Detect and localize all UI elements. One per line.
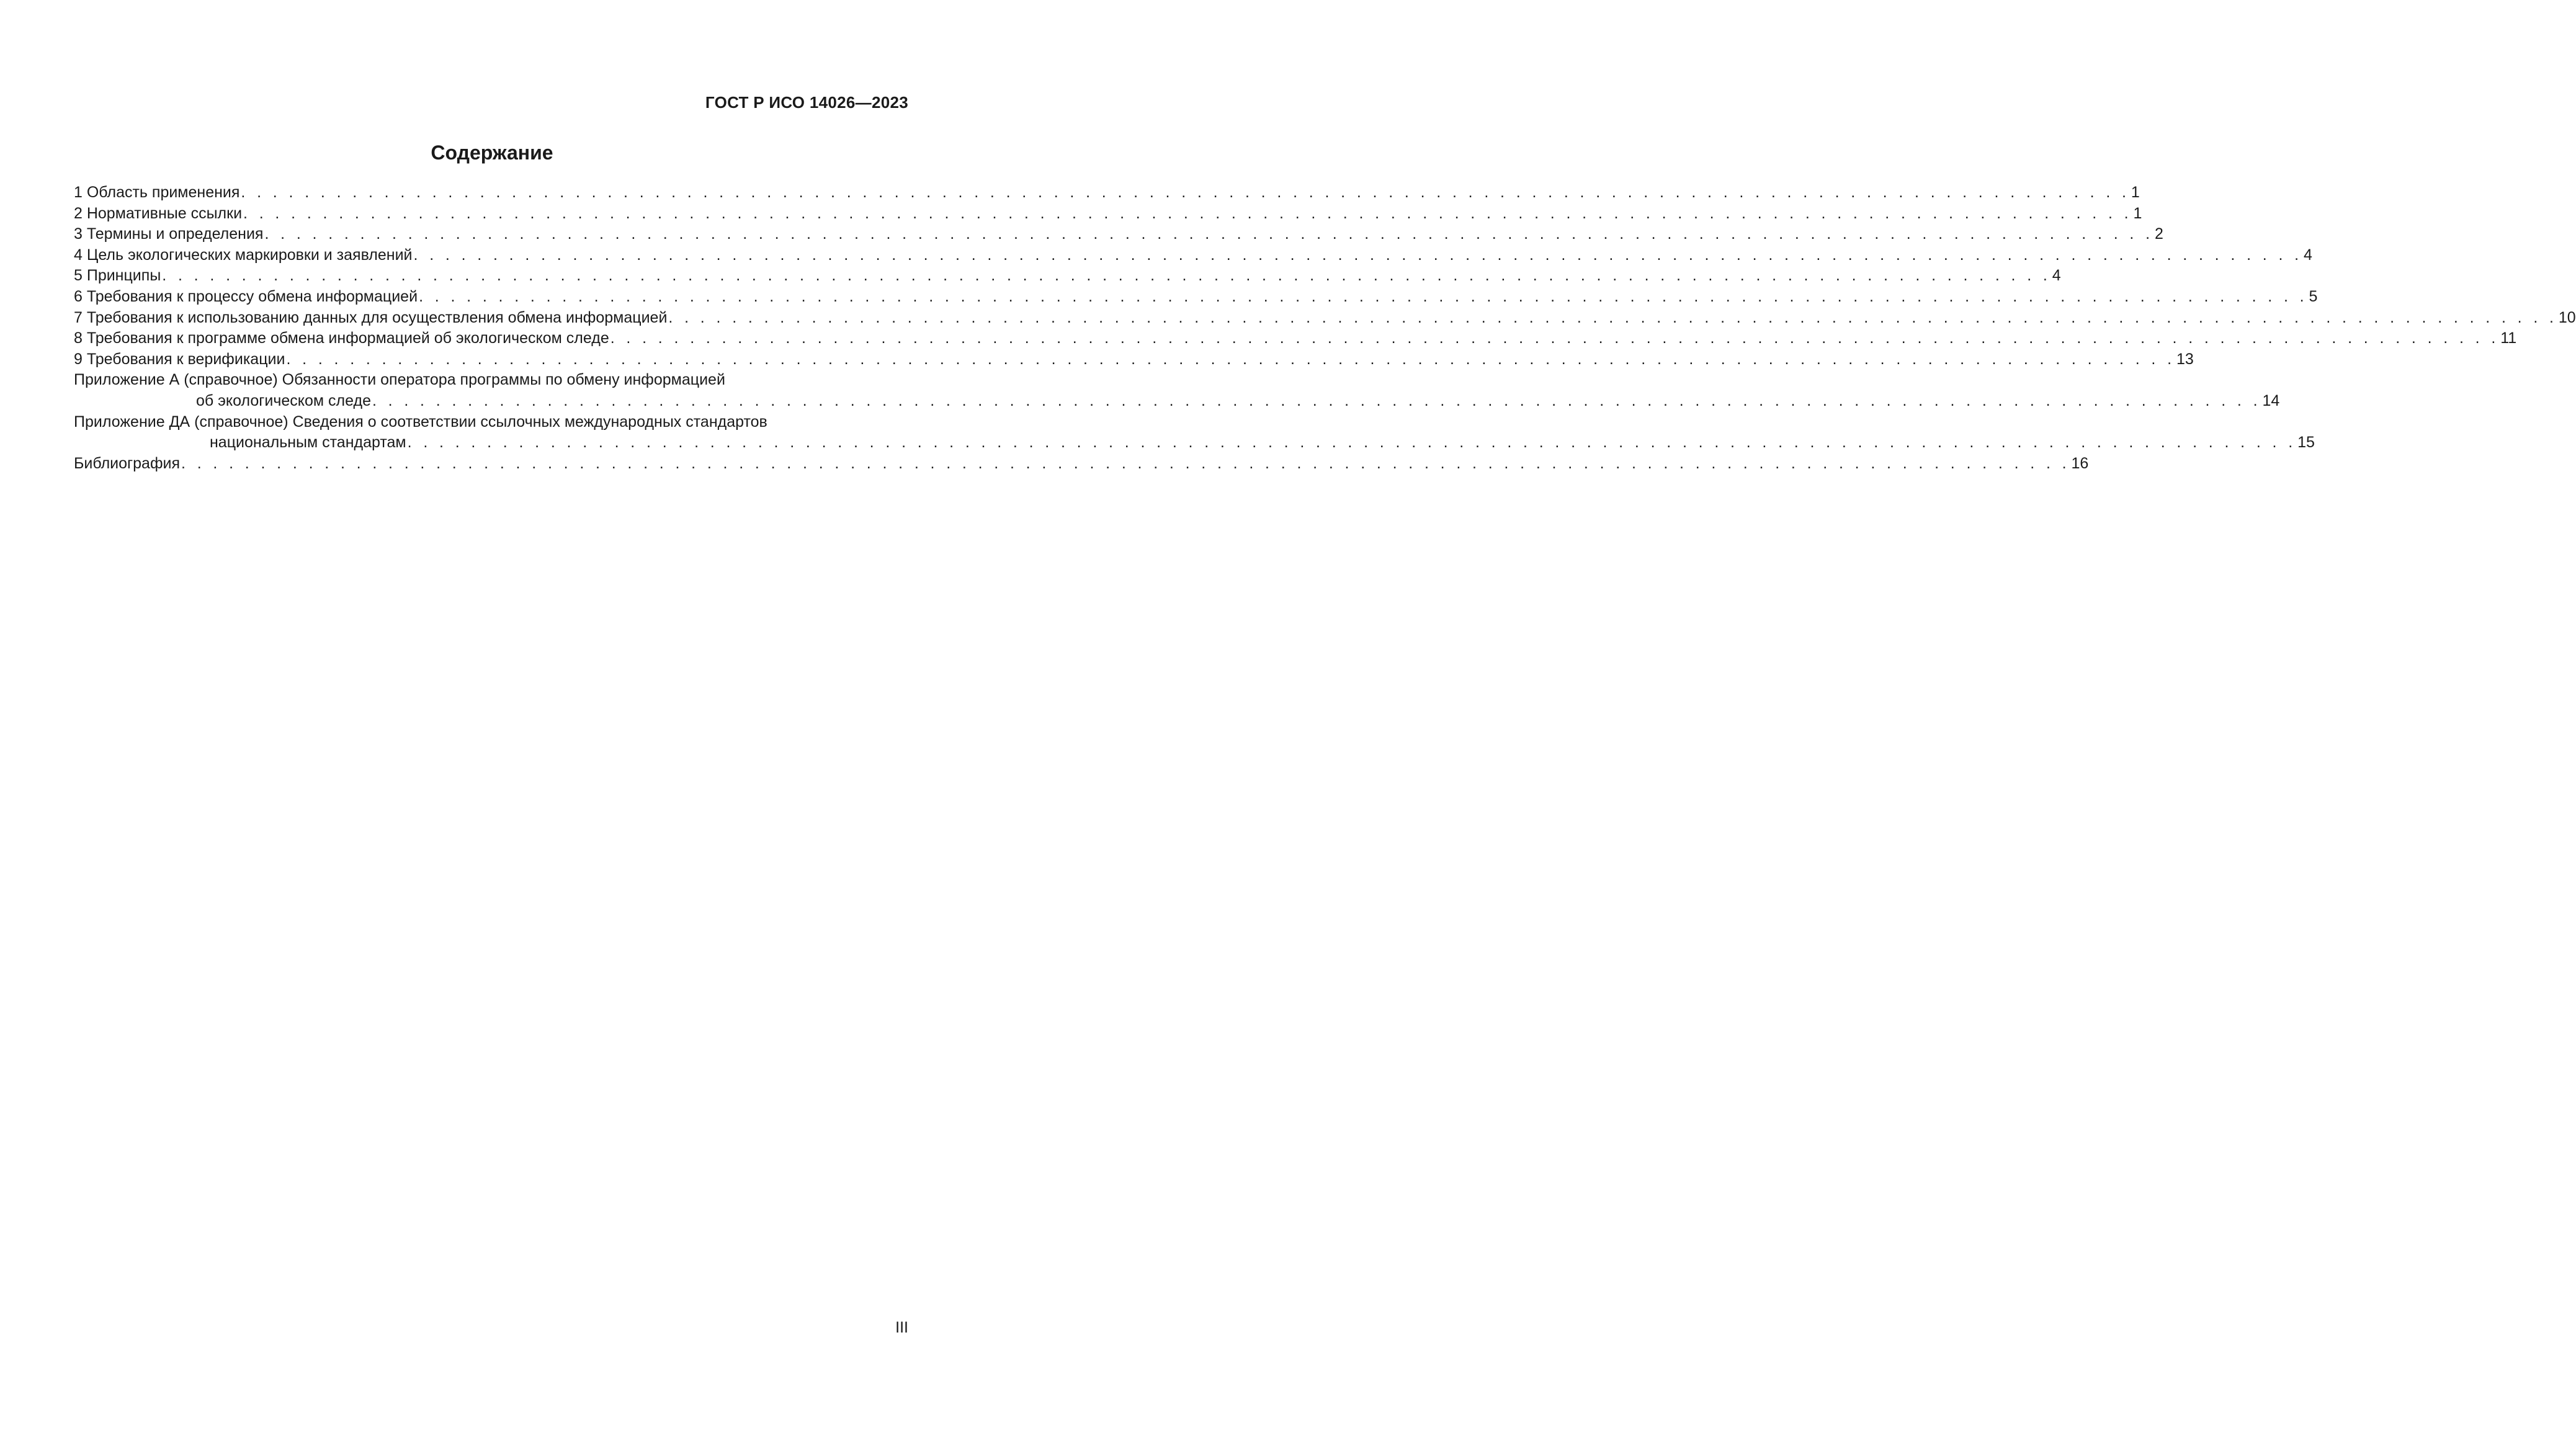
dot-leader: . . . . . . . . . . . . . . . . . . . . . . . . . . . . . . . . . . . . . . . . . . . . . . . . . . . . . . . . . . . . . . . . . . . . . . . . . . . . . . . . . . . . . . . . . . . . . . . . . . . . . . . . . . . . . . . . . . . . . . . [241,184,2130,201]
toc-page-number: 2 [2154,225,2163,243]
toc-entry-text: 9 Требования к верификации [74,350,285,368]
toc-entry-annex-da[interactable] [74,412,909,433]
toc-entry-text-continuation: национальным стандартам [210,434,406,452]
toc-entry-text: 2 Нормативные ссылки [74,204,243,222]
toc-entry-text: Библиография [74,454,181,472]
toc-entry-text-continuation: об экологическом следе [196,391,371,409]
toc-page-number: 4 [2052,267,2061,285]
toc-page-number: 11 [2500,329,2517,347]
toc-entry-4[interactable] [74,245,2312,266]
toc-page-number: 10 [2558,308,2576,326]
dot-leader: . . . . . . . . . . . . . . . . . . . . . . . . . . . . . . . . . . . . . . . . . . . . . . . . . . . . . . . . . . . . . . . . . . . . . . . . . . . . . . . . . . . . . . . . . . . . . . . . . . . . . . . . . . . . . . . . . . . . . . . [181,454,2070,472]
document-code: ГОСТ Р ИСО 14026—2023 [705,93,908,112]
dot-leader: . . . . . . . . . . . . . . . . . . . . . . . . . . . . . . . . . . . . . . . . . . . . . . . . . . . . . . . . . . . . . . . . . . . . . . . . . . . . . . . . . . . . . . . . . . . . . . . . . . . . . . . . . . . . . . . . . . . . . . . [286,350,2175,368]
dot-leader: . . . . . . . . . . . . . . . . . . . . . . . . . . . . . . . . . . . . . . . . . . . . . . . . . . . . . . . . . . . . . . . . . . . . . . . . . . . . . . . . . . . . . . . . . . . . . . . . . . . . . . . . . . . . . . . . . . . . . . . [610,329,2500,347]
toc-page-number: 1 [2131,184,2140,201]
toc-entry-text: Приложение А (справочное) Обязанности оператора программы по обмену информацией [74,371,725,389]
toc-entry-text: 7 Требования к использованию данных для осуществления обмена информацией [74,308,668,326]
toc-entry-8[interactable] [74,328,2517,349]
toc-entry-5[interactable] [74,266,2061,287]
toc-entry-text: 3 Термины и определения [74,225,264,243]
dot-leader: . . . . . . . . . . . . . . . . . . . . . . . . . . . . . . . . . . . . . . . . . . . . . . . . . . . . . . . . . . . . . . . . . . . . . . . . . . . . . . . . . . . . . . . . . . . . . . . . . . . . . . . . . . . . . . . . . . . . . . . [668,308,2557,326]
toc-entry-2[interactable] [74,203,2142,225]
toc-entry-7[interactable] [74,308,2576,329]
toc-page-number: 1 [2133,204,2142,222]
toc-page-number: 5 [2309,287,2318,305]
toc-entry-text: 6 Требования к процессу обмена информацией [74,287,418,305]
page-number: III [895,1319,908,1336]
toc-entry-annex-da-continuation[interactable] [74,432,2315,453]
toc-entry-9[interactable] [74,349,2194,370]
dot-leader: . . . . . . . . . . . . . . . . . . . . . . . . . . . . . . . . . . . . . . . . . . . . . . . . . . . . . . . . . . . . . . . . . . . . . . . . . . . . . . . . . . . . . . . . . . . . . . . . . . . . . . . . . . . . . . . . . . . . . . . [372,391,2261,409]
toc-entry-text: 4 Цель экологических маркировки и заявлений [74,246,413,264]
toc-title: Содержание [431,141,553,164]
toc-entry-text: 1 Область применения [74,184,240,201]
dot-leader: . . . . . . . . . . . . . . . . . . . . . . . . . . . . . . . . . . . . . . . . . . . . . . . . . . . . . . . . . . . . . . . . . . . . . . . . . . . . . . . . . . . . . . . . . . . . . . . . . . . . . . . . . . . . . . . . . . . . . . . [419,287,2308,305]
dot-leader: . . . . . . . . . . . . . . . . . . . . . . . . . . . . . . . . . . . . . . . . . . . . . . . . . . . . . . . . . . . . . . . . . . . . . . . . . . . . . . . . . . . . . . . . . . . . . . . . . . . . . . . . . . . . . . . . . . . . . . . [243,204,2132,222]
table-of-contents [74,182,2576,474]
dot-leader: . . . . . . . . . . . . . . . . . . . . . . . . . . . . . . . . . . . . . . . . . . . . . . . . . . . . . . . . . . . . . . . . . . . . . . . . . . . . . . . . . . . . . . . . . . . . . . . . . . . . . . . . . . . . . . . . . . . . . . . [413,246,2302,264]
toc-entry-annex-a-continuation[interactable] [74,391,2280,412]
dot-leader: . . . . . . . . . . . . . . . . . . . . . . . . . . . . . . . . . . . . . . . . . . . . . . . . . . . . . . . . . . . . . . . . . . . . . . . . . . . . . . . . . . . . . . . . . . . . . . . . . . . . . . . . . . . . . . . . . . . . . . . [407,434,2297,452]
toc-entry-text: Приложение ДА (справочное) Сведения о соответствии ссылочных международных стандартов [74,413,767,431]
toc-entry-3[interactable] [74,224,2163,245]
toc-entry-bibliography[interactable] [74,453,2089,475]
toc-entry-text: 5 Принципы [74,267,161,285]
toc-entry-6[interactable] [74,287,2318,308]
toc-page-number: 4 [2304,246,2312,264]
toc-entry-1[interactable] [74,182,2140,203]
toc-page-number: 15 [2297,434,2315,452]
toc-page-number: 14 [2262,391,2280,409]
toc-entry-annex-a[interactable] [74,370,909,391]
dot-leader: . . . . . . . . . . . . . . . . . . . . . . . . . . . . . . . . . . . . . . . . . . . . . . . . . . . . . . . . . . . . . . . . . . . . . . . . . . . . . . . . . . . . . . . . . . . . . . . . . . . . . . . . . . . . . . . . . . . . . . . [162,267,2051,285]
toc-entry-text: 8 Требования к программе обмена информацией об экологическом следе [74,329,609,347]
dot-leader: . . . . . . . . . . . . . . . . . . . . . . . . . . . . . . . . . . . . . . . . . . . . . . . . . . . . . . . . . . . . . . . . . . . . . . . . . . . . . . . . . . . . . . . . . . . . . . . . . . . . . . . . . . . . . . . . . . . . . . . [264,225,2153,243]
toc-page-number: 13 [2176,350,2194,368]
toc-page-number: 16 [2071,454,2089,472]
